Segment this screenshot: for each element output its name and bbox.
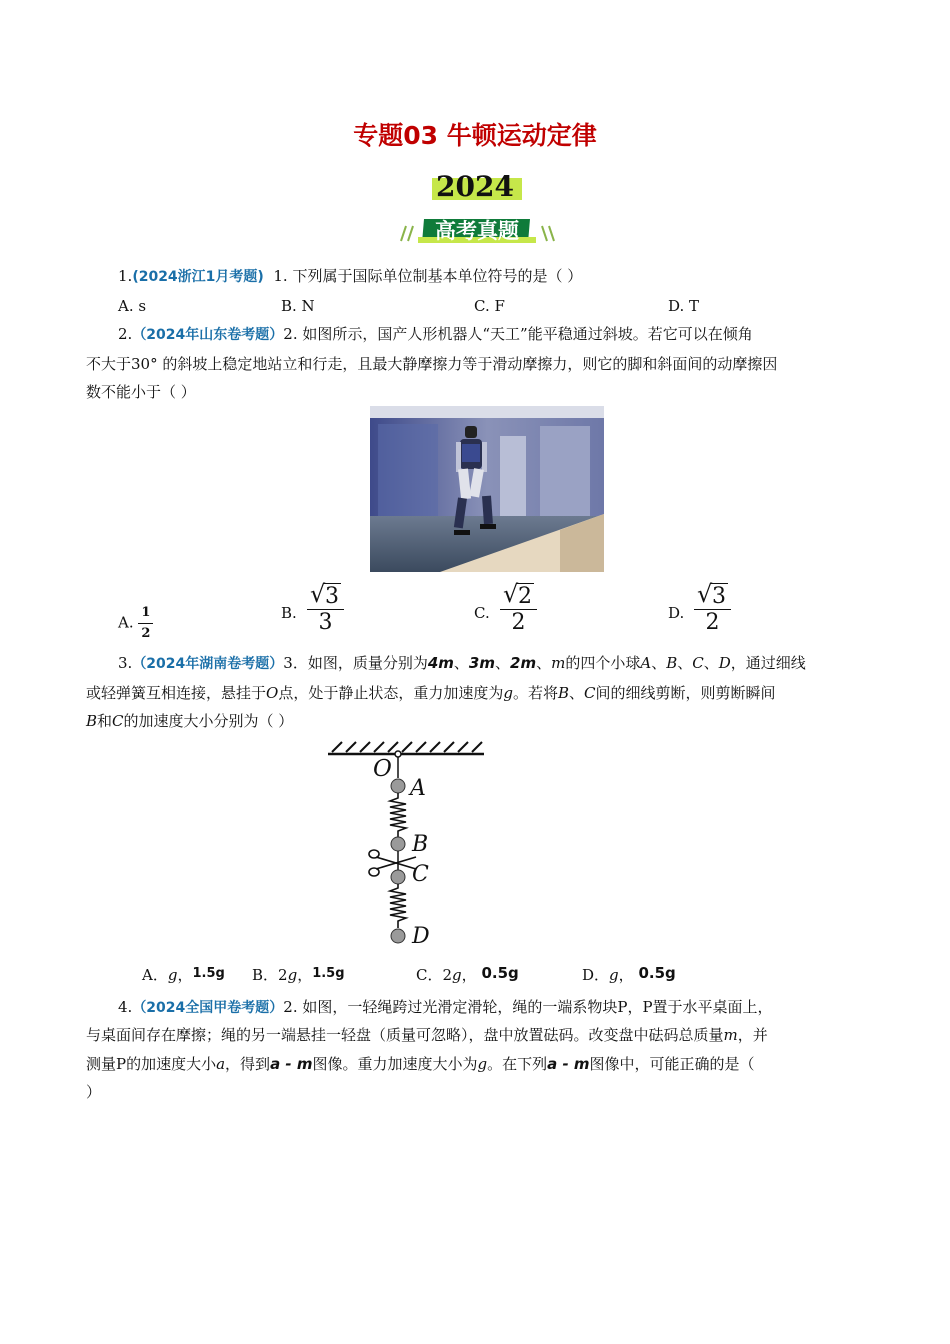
- q2-c-radicand: 2: [518, 584, 532, 609]
- fig-label-c: C: [412, 862, 429, 887]
- q4-text-3d: 。在下列: [487, 1055, 548, 1073]
- q3-text-1c: ，通过细线: [730, 654, 806, 672]
- q4-text-3e: 图像中，可能正确的是（: [589, 1055, 755, 1073]
- q2-option-a-fraction: [138, 603, 153, 644]
- q4-line-1: [118, 997, 773, 1018]
- q3-option-a: [142, 965, 225, 987]
- q3-b-g: g: [287, 966, 298, 984]
- q3-text-1b: 的四个小球: [565, 654, 641, 672]
- q3-d-value: 0.5g: [638, 964, 676, 982]
- q4-text-1: 2. 如图，一轻绳跨过光滑定滑轮，绳的一端系物块P，P置于水平桌面上，: [283, 998, 773, 1016]
- page-title: 专题03 牛顿运动定律: [353, 121, 597, 150]
- q2-d-radicand: 3: [712, 584, 726, 609]
- q4-text-3a: 测量P的加速度大小: [86, 1055, 217, 1073]
- q3-text-2a: 或轻弹簧互相连接，悬挂于: [86, 684, 267, 702]
- q3-c-letter: C．: [416, 966, 443, 984]
- year-label: 2024: [436, 170, 514, 203]
- q3-point-o: O: [266, 684, 279, 702]
- fig-label-o: O: [373, 756, 392, 782]
- q3-c-num: 2: [442, 966, 453, 984]
- q1-source: (2024浙江1月考题): [132, 269, 264, 285]
- q3-text-1a: 3．如图，质量分别为: [283, 654, 428, 672]
- q3-line-3: [86, 711, 293, 731]
- q2-d-denominator: 2: [694, 609, 731, 635]
- q2-option-b-letter: B.: [281, 604, 297, 622]
- q3-option-c: [416, 965, 519, 985]
- q2-option-c-letter: C.: [474, 604, 490, 622]
- q3-number: 3.: [118, 654, 133, 672]
- q2-option-a-letter: A.: [118, 613, 134, 632]
- q4-line-2: [86, 1025, 768, 1045]
- q4-text-2b: ，并: [737, 1026, 768, 1044]
- q2-b-radicand: 3: [325, 584, 339, 609]
- q4-g: g: [477, 1055, 488, 1073]
- q4-text-3b: ，得到: [225, 1055, 271, 1073]
- q3-mass-4m: 4m: [427, 654, 454, 672]
- q3-source: （2024年湖南卷考题）: [132, 656, 284, 672]
- q3-text-2-c: C: [584, 684, 596, 702]
- q2-line-1: [118, 324, 753, 345]
- q4-line-4: ）: [86, 1083, 102, 1101]
- q2-c-denominator: 2: [500, 609, 537, 635]
- q3-ball-c: C: [692, 654, 704, 672]
- q2-a-denominator: 2: [138, 623, 153, 644]
- q3-text-2-b: B: [557, 684, 569, 702]
- q4-text-2a: 与桌面间存在摩擦；绳的另一端悬挂一轻盘（质量可忽略），盘中放置砝码。改变盘中砝码总质量: [86, 1026, 724, 1044]
- q3-mass-3m: 3m: [468, 654, 495, 672]
- q3-mass-2m: 2m: [510, 654, 537, 672]
- fig-label-b: B: [412, 832, 429, 857]
- q4-source: （2024全国甲卷考题）: [132, 1000, 284, 1016]
- q2-option-b-fraction: √ 3 3: [307, 584, 344, 635]
- q3-option-d: [582, 965, 676, 985]
- q3-mass-m: m: [551, 654, 566, 672]
- q4-number: 4.: [118, 998, 133, 1016]
- q3-d-letter: D．: [582, 966, 610, 984]
- banner-left-slashes: [397, 223, 417, 243]
- q3-option-b: [252, 965, 345, 987]
- q1-option-d: D. T: [668, 297, 700, 315]
- q3-d-g: g: [609, 966, 619, 984]
- banner-right-slashes: [538, 223, 558, 243]
- spring-ball-figure: [320, 740, 500, 950]
- q3-line-2: [86, 683, 776, 703]
- q3-line-1: [118, 653, 806, 674]
- q3-ball-a: A: [640, 654, 652, 672]
- q4-am-1: a - m: [270, 1055, 313, 1073]
- fig-label-d: D: [412, 924, 430, 949]
- q3-ball-d: D: [718, 654, 731, 672]
- q4-a: a: [216, 1055, 226, 1073]
- q2-number: 2.: [118, 325, 133, 343]
- q2-option-d-letter: D.: [668, 604, 685, 622]
- q1-option-b: B. N: [281, 297, 315, 315]
- q3-text-2d: 间的细线剪断，则剪断瞬间: [595, 684, 776, 702]
- q3-b-num: 2: [278, 966, 288, 984]
- q3-text-2-dun: 、: [569, 684, 585, 702]
- q1-option-c: C. F: [474, 297, 505, 315]
- q3-c-value: 0.5g: [481, 964, 519, 982]
- q3-b-value: 1.5g: [312, 966, 345, 981]
- q2-option-c-fraction: √ 2 2: [500, 584, 537, 635]
- q4-m: m: [723, 1026, 738, 1044]
- q3-text-3-b: B: [86, 712, 98, 730]
- q2-line-2: 不大于30° 的斜坡上稳定地站立和行走，且最大静摩擦力等于滑动摩擦力，则它的脚和斜面间的动摩擦因: [86, 355, 778, 373]
- q2-option-d-fraction: √ 3 2: [694, 584, 731, 635]
- q3-dun-2: 、: [677, 654, 693, 672]
- q3-c-comma: ，: [461, 966, 477, 984]
- q1-option-a: A. s: [118, 297, 147, 315]
- q3-text-2b: 点，处于静止状态，重力加速度为: [278, 684, 504, 702]
- q2-text-1: 2. 如图所示，国产人形机器人“天工”能平稳通过斜坡。若它可以在倾角: [283, 325, 753, 343]
- q3-sep-2: 、: [495, 654, 511, 672]
- q2-line-3: 数不能小于（ ）: [86, 383, 196, 401]
- q3-text-3-he: 和: [97, 712, 113, 730]
- q2-source: （2024年山东卷考题）: [132, 327, 284, 343]
- q3-sep-3: 、: [536, 654, 552, 672]
- q3-dun-1: 、: [651, 654, 667, 672]
- q4-am-2: a - m: [547, 1055, 590, 1073]
- q4-line-3: [86, 1054, 755, 1074]
- q3-a-value: 1.5g: [192, 966, 225, 981]
- q3-a-letter: A．: [142, 966, 168, 984]
- q3-text-3: 的加速度大小分别为（ ）: [123, 712, 294, 730]
- q3-text-2c: 。若将: [512, 684, 558, 702]
- q3-a-comma: ，: [177, 966, 193, 984]
- q2-b-denominator: 3: [307, 609, 344, 635]
- fig-label-a: A: [410, 776, 426, 801]
- q3-b-comma: ，: [297, 966, 313, 984]
- q2-a-numerator: 1: [141, 605, 151, 620]
- q3-sep-1: 、: [453, 654, 469, 672]
- q3-dun-3: 、: [703, 654, 719, 672]
- question-1: [118, 266, 582, 287]
- q1-number: 1.: [118, 267, 133, 285]
- robot-photo: [370, 406, 604, 572]
- q3-b-letter: B．: [252, 966, 279, 984]
- q2-option-a: [118, 603, 153, 644]
- q3-d-comma: ，: [618, 966, 634, 984]
- banner-text: 高考真题: [435, 219, 519, 243]
- q3-text-3-c: C: [112, 712, 124, 730]
- q4-text-3c: 图像。重力加速度大小为: [312, 1055, 478, 1073]
- q3-c-g: g: [452, 966, 462, 984]
- q3-a-g: g: [167, 966, 178, 984]
- q1-text: 1. 下列属于国际单位制基本单位符号的是（ ）: [273, 267, 583, 285]
- q3-ball-b: B: [666, 654, 678, 672]
- q3-g: g: [503, 684, 513, 702]
